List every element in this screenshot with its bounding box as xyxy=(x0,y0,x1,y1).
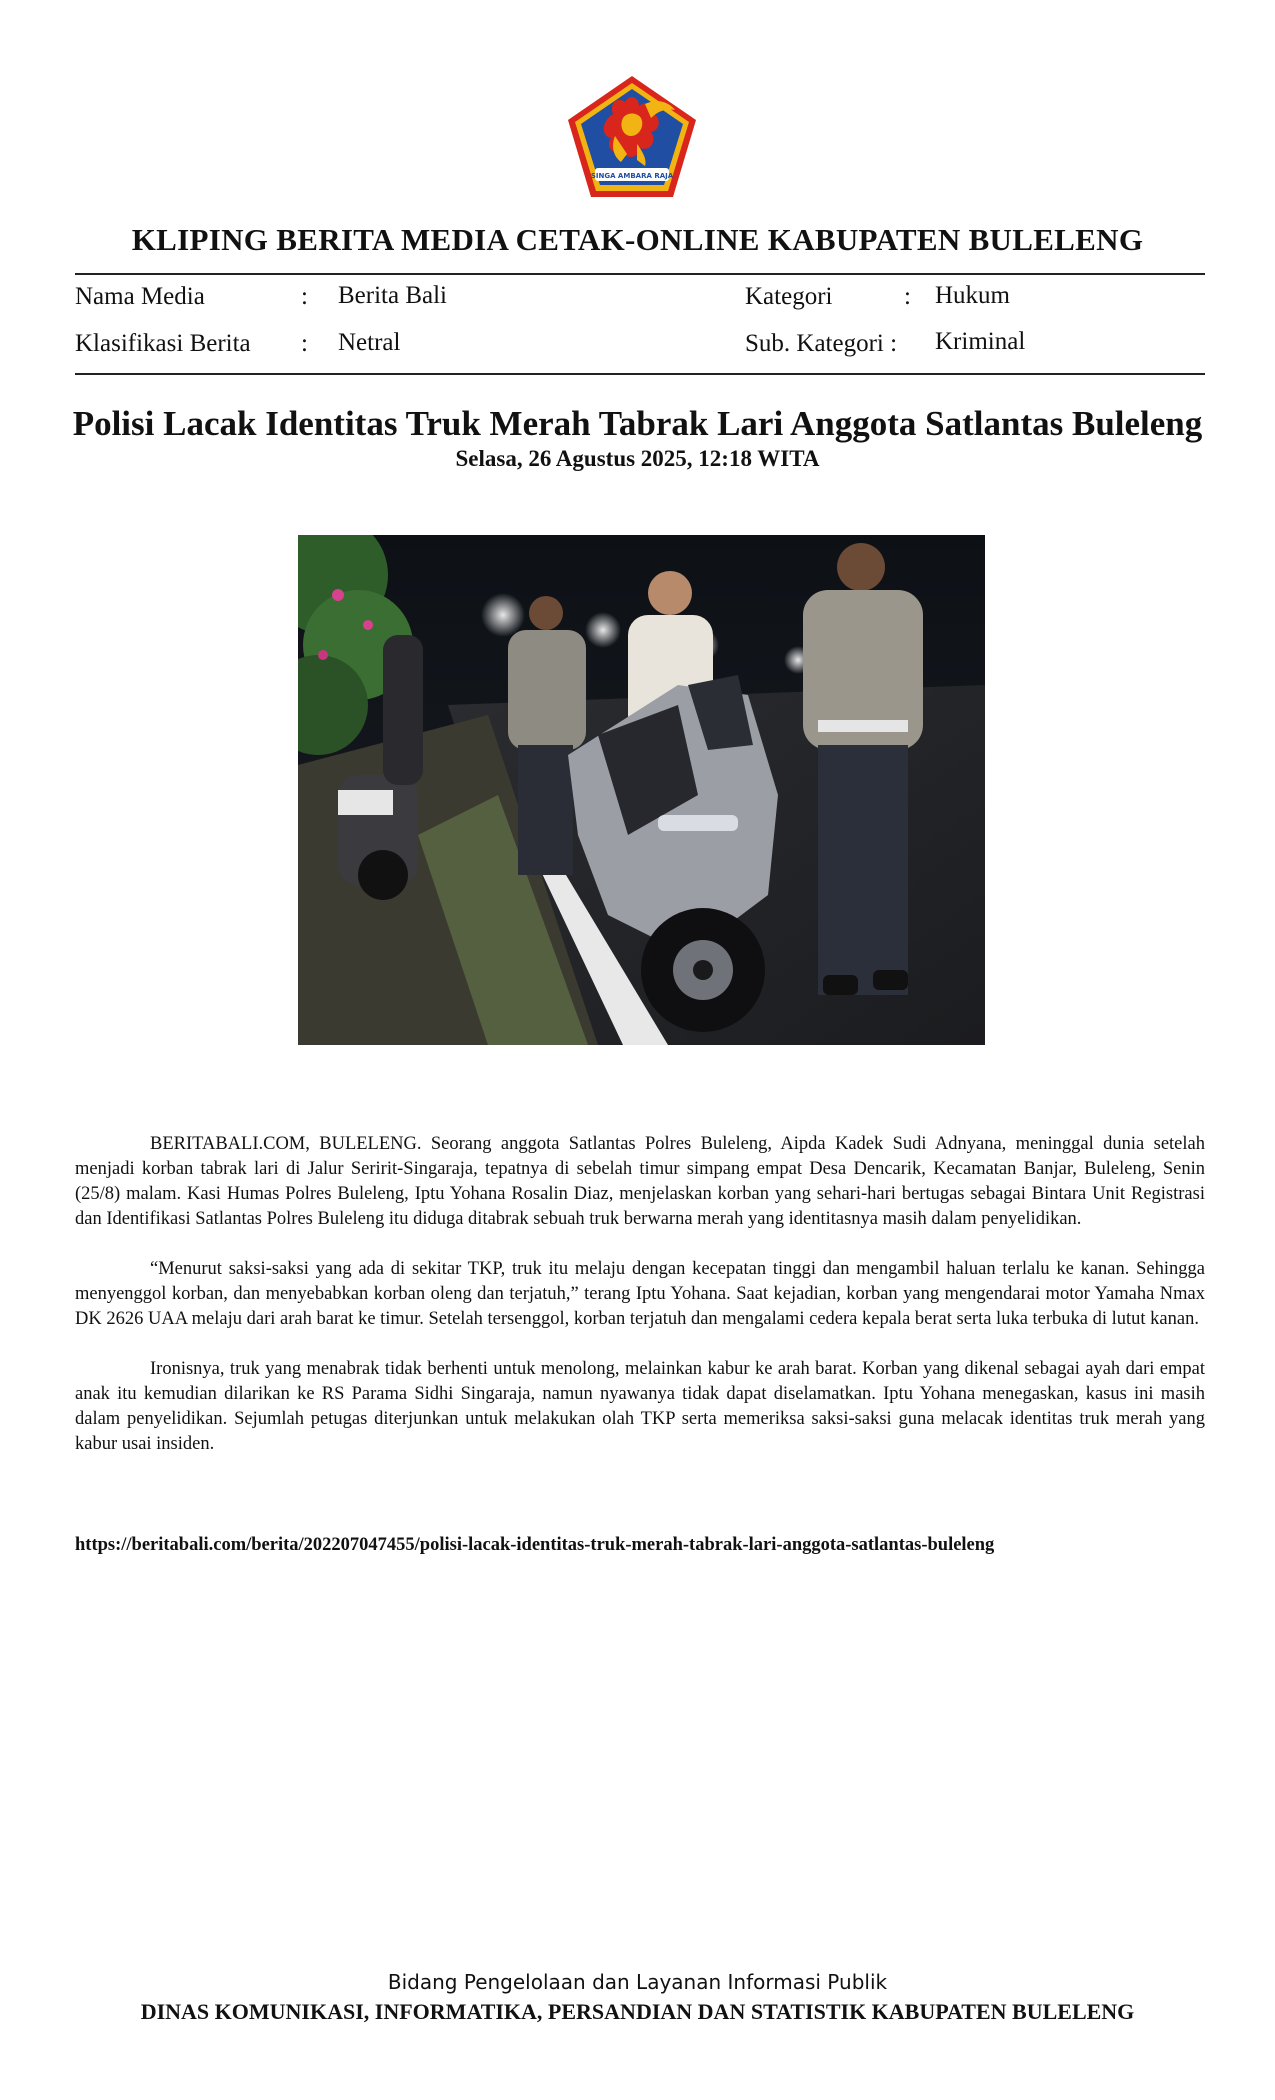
top-divider xyxy=(75,273,1205,275)
media-separator: : xyxy=(301,283,308,310)
article-body xyxy=(75,1132,1205,1482)
kategori-value: Hukum xyxy=(935,282,1010,309)
article-paragraph: “Menurut saksi-saksi yang ada di sekitar TKP, truk itu melaju dengan kecepatan tinggi dan mengambil haluan terlalu ke kanan. Sehingga menyenggol korban, dan menyebabkan korban oleng dan terjatuh,” terang Iptu Yohana. Saat kejadian, korban yang mengendarai motor Yamaha Nmax DK 2626 UAA melaju dari arah barat ke timur. Setelah tersenggol, korban terjatuh dan mengalami cedera kepala berat serta luka terbuka di lutut kanan. xyxy=(75,1259,1205,1329)
bottom-divider xyxy=(75,373,1205,375)
article-headline: Polisi Lacak Identitas Truk Merah Tabrak Lari Anggota Satlantas Buleleng xyxy=(72,404,1203,443)
article-paragraph: Ironisnya, truk yang menabrak tidak berhenti untuk menolong, melainkan kabur ke arah barat. Korban yang dikenal sebagai ayah dari empat anak itu kemudian dilarikan ke RS Parama Sidhi Singaraja, namun nyawanya tidak dapat diselamatkan. Iptu Yohana menegaskan, kasus ini masih dalam penyelidikan. Sejumlah petugas diterjunkan untuk melakukan olah TKP serta memeriksa saksi-saksi guna melacak identitas truk merah yang kabur usai insiden. xyxy=(75,1359,1205,1454)
regency-logo xyxy=(565,74,699,200)
klasifikasi-label: Klasifikasi Berita xyxy=(75,330,251,357)
klasifikasi-value: Netral xyxy=(338,329,401,356)
article-paragraph: BERITABALI.COM, BULELENG. Seorang anggota Satlantas Polres Buleleng, Aipda Kadek Sudi Adnyana, meninggal dunia setelah menjadi korban tabrak lari di Jalur Seririt-Singaraja, tepatnya di sebelah timur simpang empat Desa Dencarik, Kecamatan Banjar, Buleleng, Senin (25/8) malam. Kasi Humas Polres Buleleng, Iptu Yohana Rosalin Diaz, menjelaskan korban yang sehari-hari bertugas sebagai Bintara Unit Registrasi dan Identifikasi Satlantas Polres Buleleng itu diduga ditabrak sebuah truk berwarna merah yang identitasnya masih dalam penyelidikan. xyxy=(75,1134,1205,1229)
document-title: KLIPING BERITA MEDIA CETAK-ONLINE KABUPATEN BULELENG xyxy=(131,222,1144,257)
kategori-label: Kategori xyxy=(745,283,833,310)
media-value: Berita Bali xyxy=(338,282,447,309)
article-photo xyxy=(298,535,985,1045)
media-label: Nama Media xyxy=(75,283,205,310)
klasifikasi-separator: : xyxy=(301,330,308,357)
article-dateline: Selasa, 26 Agustus 2025, 12:18 WITA xyxy=(455,446,820,471)
source-url[interactable]: https://beritabali.com/berita/202207047455/polisi-lacak-identitas-truk-merah-tabrak-lari-anggota-satlantas-buleleng xyxy=(75,1535,995,1555)
kategori-separator: : xyxy=(904,283,911,310)
subkategori-value: Kriminal xyxy=(935,328,1026,355)
logo-text: SINGA AMBARA RAJA xyxy=(590,172,674,180)
subkategori-label: Sub. Kategori : xyxy=(745,330,898,357)
footer-agency: DINAS KOMUNIKASI, INFORMATIKA, PERSANDIAN DAN STATISTIK KABUPATEN BULELENG xyxy=(140,1999,1135,2024)
footer-department: Bidang Pengelolaan dan Layanan Informasi Publik xyxy=(387,1970,888,1994)
